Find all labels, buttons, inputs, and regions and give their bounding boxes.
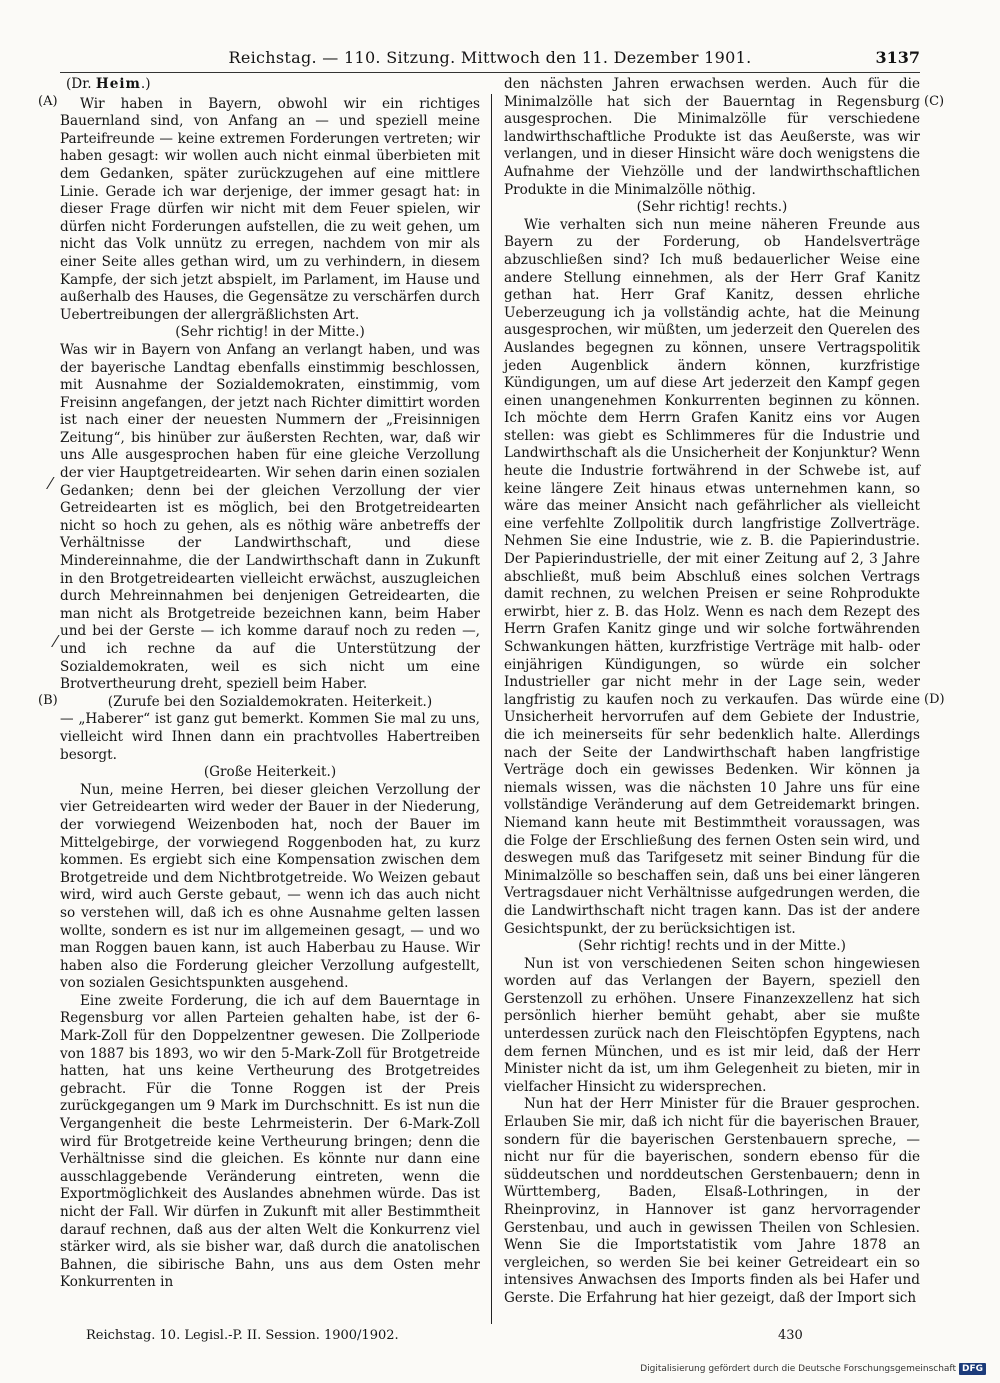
paragraph: Wir haben in Bayern, obwohl wir ein richtiges Bauernland sind, von Anfang an — und speziell meine Parteifreunde — keine extremen Forderungen vertreten; wir haben gesagt: wir wollen auch nicht einmal überbieten mit dem Gedanken, später zurückzugehen auf eine mittlere Linie. Gerade ich war derjenige, der immer gesagt hat: in dieser Frage dürfen wir nicht mit dem Feuer spielen, wir dürfen nicht Forderungen aufstellen, die zu weit gehen, um nicht das Volk unnütz zu erregen, nachdem von mir als einer Seite alles gethan wird, um zu verhindern, in diesem Kampfe, der sich jetzt abspielt, im Parlament, im Hause und außerhalb des Hauses, die Gegensätze zu verschärfen durch Uebertreibungen der allergräßlichsten Art. (60, 95, 480, 323)
paragraph: Nun, meine Herren, bei dieser gleichen Verzollung der vier Getreidearten wird weder der Bauer in der Niederung, der vorwiegend Weizenboden hat, noch der Bauer im Mittelgebirge, der vorwiegend Roggenboden hat, zu kurz kommen. Es ergiebt sich eine Kompensation zwischen dem Brotgetreide und dem Nichtbrotgetreide. Wo Weizen gebaut wird, wird auch Gerste gebaut, — wenn ich das auch nicht so verstehen will, daß ich es ohne Ausnahme gelten lassen wollte, sondern es ist nur im allgemeinen gesagt, — und wo man Roggen bauen kann, ist auch Haberbau zu Hause. Wir haben also die Forderung gleicher Verzollung aufgestellt, von sozialen Gesichtspunkten ausgehend. (60, 781, 480, 992)
interjection: (Sehr richtig! in der Mitte.) (175, 324, 365, 341)
digitization-credit (640, 1363, 986, 1375)
page-header (60, 46, 920, 73)
column-divider (491, 94, 492, 1324)
interjection: (Zurufe bei den Sozialdemokraten. Heiterkeit.) (107, 693, 433, 710)
footer-session-info: Reichstag. 10. Legisl.-P. II. Session. 1900/1902. (86, 1328, 399, 1343)
margin-marker-a: (A) (38, 94, 58, 109)
paragraph: Was wir in Bayern von Anfang an verlangt haben, und was der bayerische Landtag ebenfalls einstimmig beschlossen, mit Ausnahme der Sozialdemokraten, einstimmig, vom Freisinn angefangen, der jetzt nach Richter dimittirt worden ist nach einer der neuesten Nummern der „Freisinnigen Zeitung“, bis hinüber zur äußersten Rechten, war, daß wir uns Alle ausgesprochen haben für eine gleiche Verzollung der vier Hauptgetreidearten. Wir sehen darin einen sozialen Gedanken; denn bei der gleichen Verzollung der vier Getreidearten ist es möglich, bei den Brotgetreidearten nicht so hoch zu gehen, als es nöthig wäre anbetreffs der Verhältnisse der Landwirthschaft, und diese Mindereinnahme, die der Landwirthschaft dann in Zukunft in den Brotgetreidearten vielleicht erwächst, auszugleichen durch Mehreinnahmen bei denjenigen Getreidearten, die man nicht als Brotgetreide bezeichnen kann, beim Haber und bei der Gerste — ich komme darauf noch zu reden —, und ich rechne da auf die Unterstützung der Sozialdemokraten, weil es sich nicht um eine Brotvertheurung dreht, speziell beim Haber. (60, 341, 480, 693)
dfg-logo: DFG (959, 1363, 986, 1375)
paragraph: Nun ist von verschiedenen Seiten schon hingewiesen worden auf das Verlangen der Bayern, speziell den Gerstenzoll zu erhöhen. Unsere Finanzexzellenz hat sich persönlich hierher bemüht gehabt, aber sie mußte unterdessen zurück nach den Fleischtöpfen Egyptens, nach dem fernen München, und es ist mir leid, daß der Herr Minister nicht da ist, um ihm Gelegenheit zu bieten, mir in vielfacher Hinsicht zu widersprechen. (504, 955, 920, 1095)
paragraph: Wie verhalten sich nun meine näheren Freunde aus Bayern zu der Forderung, ob Handelsverträge abzuschließen sind? Ich muß bedauerlicher Weise eine andere Stellung einnehmen, als der Herr Graf Kanitz gethan hat. Herr Graf Kanitz, dessen ehrliche Ueberzeugung ich ja vollständig achte, hat die Meinung ausgesprochen, wir müßten, um jederzeit den Querelen des Auslandes begegnen zu können, unsere Vertragspolitik jeden Augenblick ändern können, kurzfristige Kündigungen, um auf diese Art jederzeit den Kampf gegen einen unangenehmen Konkurrenten beginnen zu können. Ich möchte dem Herrn Grafen Kanitz eins vor Augen stellen: was giebt es Schlimmeres für die Industrie und Landwirthschaft als die Unsicherheit der Konjunktur? Wenn heute die Industrie fortwährend in der Schwebe ist, auf keine längere Zeit hinaus etwas unternehmen kann, so wäre das meiner Ansicht nach gefährlicher als vielleicht eine verfehlte Zollpolitik durch langfristige Zollverträge. Nehmen Sie eine Industrie, wie z. B. die Papierindustrie. Der Papierindustrielle, der mit einer Zeitung auf 2, 3 Jahre abschließt, muß beim Abschluß eines solchen Vertrags damit rechnen, zu welchen Preisen er seine Rohprodukte erwirbt, hier z. B. das Holz. Wenn es nach dem Rezept des Herrn Grafen Kanitz ginge und wir solche fortwährenden Schwankungen hätten, kurzfristige Verträge mit halb- oder einjährigen Kündigungen, so würde ein solcher Industrieller gar nicht mehr in der Lage sein, weder langfristig zu kaufen noch zu verkaufen. Das würde eine Unsicherheit hervorrufen auf dem Gebiete der Industrie, die ich meinerseits für sehr bedenklich halte. Allerdings nach der Seite der Landwirthschaft haben langfristige Verträge doch ein gewisses Bedenken. Wir können ja niemals wissen, was die nächsten 10 Jahre uns für eine vollständige Veränderung auf dem Getreidemarkt bringen. Niemand kann heute mit Bestimmtheit voraussagen, was die Folge der Erschließung des fernen Osten sein wird, und deswegen muß das Tarifgesetz mit seiner Bindung für die Minimalzölle so beschaffen sein, daß uns bei einer längeren Vertragsdauer nicht Verhältnisse aufgedrungen werden, die die Landwirthschaft nicht tragen kann. Das ist der andere Gesichtspunkt, der zu berücksichtigen ist. (504, 216, 920, 937)
speaker-label: (Dr. Heim.) (66, 76, 151, 92)
paragraph: — „Haberer“ ist ganz gut bemerkt. Kommen Sie mal zu uns, vielleicht wird Ihnen dann ein prachtvolles Habertreiben besorgt. (60, 711, 480, 763)
margin-marker-b: (B) (38, 693, 58, 708)
margin-marker-c: (C) (924, 94, 945, 109)
digitization-text: Digitalisierung gefördert durch die Deutsche Forschungsgemeinschaft (640, 1364, 956, 1374)
interjection: (Sehr richtig! rechts.) (636, 199, 788, 216)
right-column (504, 76, 920, 1308)
header-running-title: Reichstag. — 110. Sitzung. Mittwoch den 11. Dezember 1901. (228, 48, 752, 67)
interjection: (Große Heiterkeit.) (203, 764, 337, 781)
interjection: (Sehr richtig! rechts und in der Mitte.) (578, 938, 846, 955)
footer-sheet-number: 430 (778, 1328, 803, 1343)
left-column (60, 76, 480, 1292)
paragraph: Nun hat der Herr Minister für die Brauer gesprochen. Erlauben Sie mir, daß ich nicht für die bayerischen Brauer, sondern für die bayerischen Gerstenbauern spreche, — nicht nur für die bayerischen, sondern ebenso für die süddeutschen und norddeutschen Gerstenbauern; denn in Württemberg, Baden, Elsaß-Lothringen, in der Rheinprovinz, in Hannover ist ganz hervorragender Gerstenbau, und auch in gewissen Theilen von Schlesien. Wenn Sie die Importstatistik vom Jahre 1878 an vergleichen, so werden Sie bei keiner Getreideart ein so intensives Anwachsen des Imports finden als bei Hafer und Gerste. Die Erfahrung hat hier gezeigt, daß der Import sich (504, 1096, 920, 1306)
margin-marker-d: (D) (924, 692, 945, 707)
page-number: 3137 (875, 48, 920, 67)
paragraph: den nächsten Jahren erwachsen werden. Auch für die Minimalzölle hat sich der Bauerntag in Regensburg ausgesprochen. Die Minimalzölle für verschiedene landwirthschaftliche Produkte ist das Aeußerste, was wir verlangen, und in dieser Hinsicht wäre doch wenigstens die Aufnahme der Viehzölle und der landwirthschaftlichen Produkte in die Minimalzölle nöthig. (504, 76, 920, 198)
pencil-mark: ⁄ (49, 474, 52, 493)
pencil-mark: ⁄ (54, 632, 57, 651)
paragraph: Eine zweite Forderung, die ich auf dem Bauerntage in Regensburg vor allen Parteien gehalten habe, ist der 6-Mark-Zoll für den Doppelzentner gewesen. Die Zollperiode von 1887 bis 1893, wo wir den 5-Mark-Zoll für Brotgetreide hatten, hat uns keine Vertheurung des Brotgetreides gebracht. Für die Tonne Roggen ist der Preis zurückgegangen um 9 Mark im Durchschnitt. Es ist nun die Vergangenheit die beste Lehrmeisterin. Der 6-Mark-Zoll wird für Brotgetreide keine Vertheurung bringen; denn die Verhältnisse sind die gleichen. Es könnte nur dann eine ausschlaggebende Veränderung eintreten, wenn die Exportmöglichkeit des Auslandes abnehmen würde. Das ist nicht der Fall. Wir dürfen in Zukunft mit aller Bestimmtheit darauf rechnen, daß aus der alten Welt die Konkurrenz viel stärker wird, als sie bisher war, daß durch die anatolischen Bahnen, die sibirische Bahn, uns aus dem Osten mehr Konkurrenten in (60, 992, 480, 1291)
